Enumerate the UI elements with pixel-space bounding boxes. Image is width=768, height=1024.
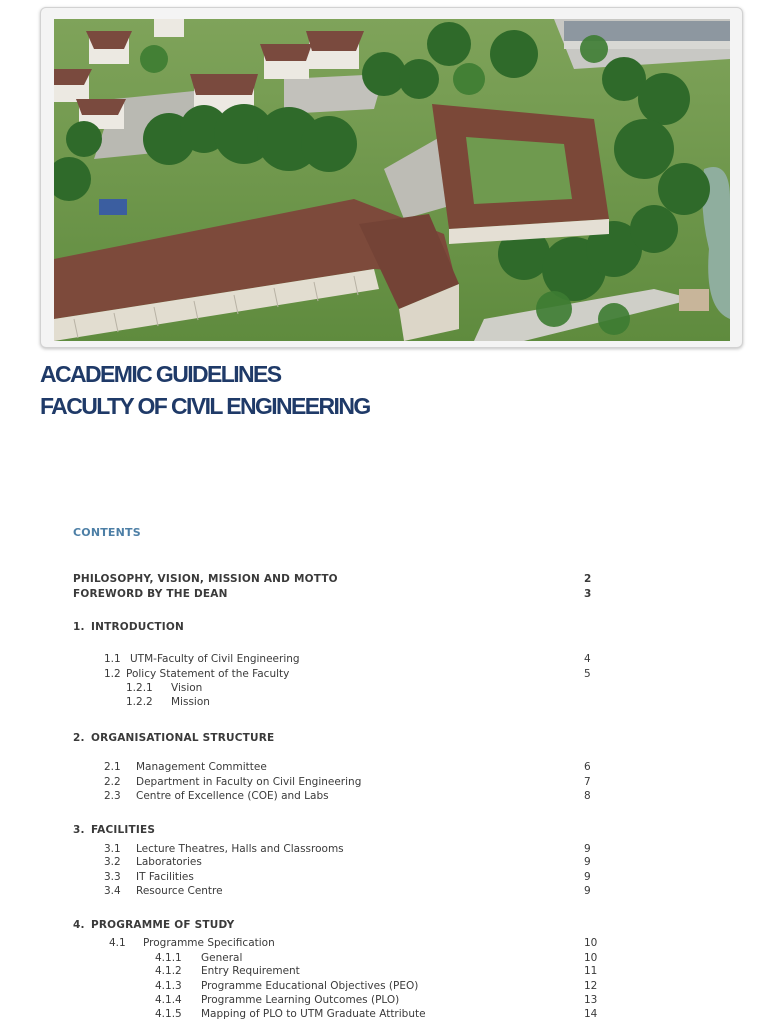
toc-entry-number: 3.4 [104, 885, 121, 897]
toc-entry-title: General [201, 952, 243, 964]
toc-entry-number: 4.1.5 [155, 1008, 182, 1020]
toc-entry-number: 1.2.2 [126, 696, 153, 708]
toc-section-heading[interactable] [0, 918, 768, 933]
toc-entry-title: Entry Requirement [201, 965, 300, 977]
title-line-1: ACADEMIC GUIDELINES [40, 361, 281, 387]
toc-page-number: 12 [584, 980, 598, 992]
toc-entry-title: Department in Faculty on Civil Engineering [136, 776, 362, 788]
toc-entry-title: FOREWORD BY THE DEAN [73, 588, 228, 600]
toc-section-number: 2. [73, 732, 85, 744]
toc-section-number: 1. [73, 621, 85, 633]
toc-section-heading[interactable] [0, 731, 768, 746]
toc-page-number: 8 [584, 790, 591, 802]
toc-page-number: 9 [584, 871, 591, 883]
toc-entry-number: 2.1 [104, 761, 121, 773]
toc-entry[interactable] [0, 652, 768, 667]
toc-entry-title: Policy Statement of the Faculty [126, 668, 290, 680]
title-line-2: FACULTY OF CIVIL ENGINEERING [40, 393, 370, 419]
toc-page-number: 9 [584, 885, 591, 897]
toc-entry-title: Programme Specification [143, 937, 275, 949]
toc-page-number: 6 [584, 761, 591, 773]
toc-entry-number: 4.1 [109, 937, 126, 949]
toc-section-heading[interactable] [0, 823, 768, 838]
toc-section-title: ORGANISATIONAL STRUCTURE [91, 732, 275, 744]
toc-entry[interactable] [0, 760, 768, 775]
toc-entry-title: Centre of Excellence (COE) and Labs [136, 790, 329, 802]
toc-entry-title: Mission [171, 696, 210, 708]
toc-entry-title: Programme Learning Outcomes (PLO) [201, 994, 400, 1006]
toc-entry-title: UTM-Faculty of Civil Engineering [130, 653, 300, 665]
document-title [40, 358, 740, 422]
toc-entry-number: 4.1.2 [155, 965, 182, 977]
toc-page-number: 7 [584, 776, 591, 788]
toc-entry-title: Management Committee [136, 761, 267, 773]
hero-image-frame [40, 7, 743, 348]
toc-section-title: PROGRAMME OF STUDY [91, 919, 235, 931]
toc-page-number: 9 [584, 856, 591, 868]
toc-page-number: 10 [584, 952, 598, 964]
toc-entry-number: 1.1 [104, 653, 121, 665]
toc-entry-number: 3.2 [104, 856, 121, 868]
toc-entry-number: 2.2 [104, 776, 121, 788]
toc-entry[interactable] [0, 936, 768, 951]
toc-entry-title: IT Facilities [136, 871, 194, 883]
toc-entry-number: 4.1.4 [155, 994, 182, 1006]
toc-entry[interactable] [0, 870, 768, 885]
toc-section-number: 3. [73, 824, 85, 836]
toc-entry-number: 2.3 [104, 790, 121, 802]
aerial-campus-illustration [54, 19, 730, 341]
toc-page-number: 5 [584, 668, 591, 680]
toc-entry[interactable] [0, 695, 768, 710]
toc-entry-title: PHILOSOPHY, VISION, MISSION AND MOTTO [73, 573, 338, 585]
toc-entry[interactable] [0, 855, 768, 870]
toc-entry-number: 3.1 [104, 843, 121, 855]
toc-entry[interactable] [0, 964, 768, 979]
toc-page-number: 3 [584, 588, 592, 600]
toc-page-number: 14 [584, 1008, 598, 1020]
toc-section-title: FACILITIES [91, 824, 156, 836]
toc-section-heading[interactable] [0, 620, 768, 635]
toc-entry[interactable] [0, 667, 768, 682]
toc-section-number: 4. [73, 919, 85, 931]
toc-page-number: 4 [584, 653, 591, 665]
toc-entry-number: 3.3 [104, 871, 121, 883]
toc-entry[interactable] [0, 572, 768, 587]
contents-heading: CONTENTS [73, 526, 141, 539]
toc-entry-number: 4.1.3 [155, 980, 182, 992]
toc-section-title: INTRODUCTION [91, 621, 184, 633]
toc-entry[interactable] [0, 789, 768, 804]
toc-page-number: 9 [584, 843, 591, 855]
toc-entry-number: 1.2 [104, 668, 121, 680]
toc-entry-title: Resource Centre [136, 885, 223, 897]
hero-campus-photo [54, 19, 730, 341]
toc-page-number: 11 [584, 965, 598, 977]
toc-page-number: 10 [584, 937, 598, 949]
toc-page-number: 2 [584, 573, 592, 585]
toc-entry[interactable] [0, 993, 768, 1008]
toc-entry-number: 1.2.1 [126, 682, 153, 694]
toc-entry-title: Lecture Theatres, Halls and Classrooms [136, 843, 344, 855]
toc-entry[interactable] [0, 979, 768, 994]
toc-entry[interactable] [0, 681, 768, 696]
toc-entry-number: 4.1.1 [155, 952, 182, 964]
toc-page-number: 13 [584, 994, 598, 1006]
toc-entry[interactable] [0, 884, 768, 899]
toc-entry[interactable] [0, 775, 768, 790]
toc-entry-title: Laboratories [136, 856, 202, 868]
toc-entry-title: Programme Educational Objectives (PEO) [201, 980, 419, 992]
toc-entry-title: Mapping of PLO to UTM Graduate Attribute [201, 1008, 426, 1020]
toc-entry[interactable] [0, 587, 768, 602]
toc-entry[interactable] [0, 1007, 768, 1022]
toc-entry-title: Vision [171, 682, 203, 694]
